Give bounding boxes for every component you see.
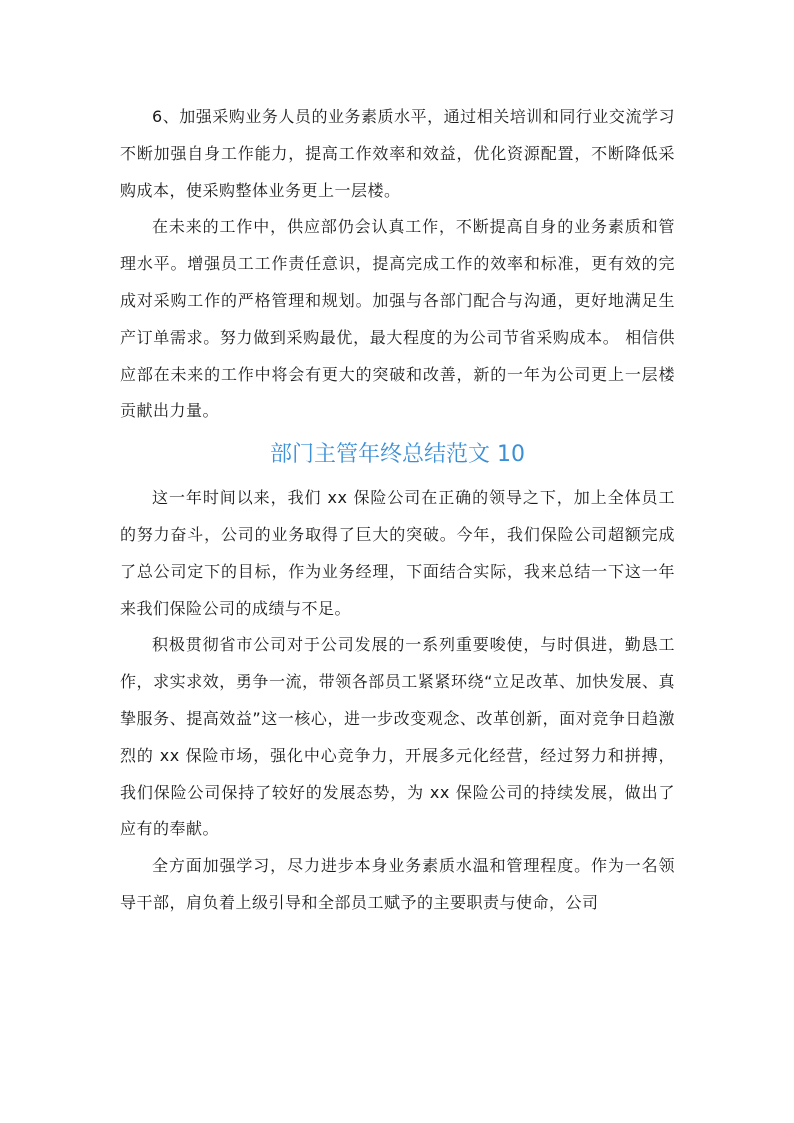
- paragraph-learning: 全方面加强学习，尽力进步本身业务素质水温和管理程度。作为一名领导干部，肩负着上级引导和全部员工赋予的主要职责与使命，公司: [120, 856, 675, 912]
- section-title: 部门主管年终总结范文 10: [270, 442, 525, 468]
- paragraph-future-work: 在未来的工作中，供应部仍会认真工作，不断提高自身的业务素质和管理水平。增强员工工作责任意识，提高完成工作的效率和标准，更有效的完成对采购工作的严格管理和规划。加强与各部门配合与沟通，更好地满足生产订单需求。努力做到采购最优，最大程度的为公司节省采购成本。 相信供应部在未来的工作中将会有更大的突破和改善，新的一年为公司更上一层楼贡献出力量。: [120, 217, 675, 421]
- paragraph-development: 积极贯彻省市公司对于公司发展的一系列重要唆使，与时俱进，勤恳工作，求实求效，勇争一流，带领各部员工紧紧环绕“立足改革、加快发展、真挚服务、提高效益”这一核心，进一步改变观念、改革创新，面对竞争日趋激烈的 xx 保险市场，强化中心竞争力，开展多元化经营，经过努力和拼搏，我们保险公司保持了较好的发展态势，为 xx 保险公司的持续发展，做出了应有的奉献。: [120, 635, 675, 839]
- document-body: [120, 99, 675, 922]
- paragraph-intro: 这一年时间以来，我们 xx 保险公司在正确的领导之下，加上全体员工的努力奋斗，公司的业务取得了巨大的突破。今年，我们保险公司超额完成了总公司定下的目标，作为业务经理，下面结合实际，我来总结一下这一年来我们保险公司的成绩与不足。: [120, 488, 675, 618]
- paragraph-item-6: 6、加强采购业务人员的业务素质水平，通过相关培训和同行业交流学习不断加强自身工作能力，提高工作效率和效益，优化资源配置，不断降低采购成本，使采购整体业务更上一层楼。: [120, 107, 675, 200]
